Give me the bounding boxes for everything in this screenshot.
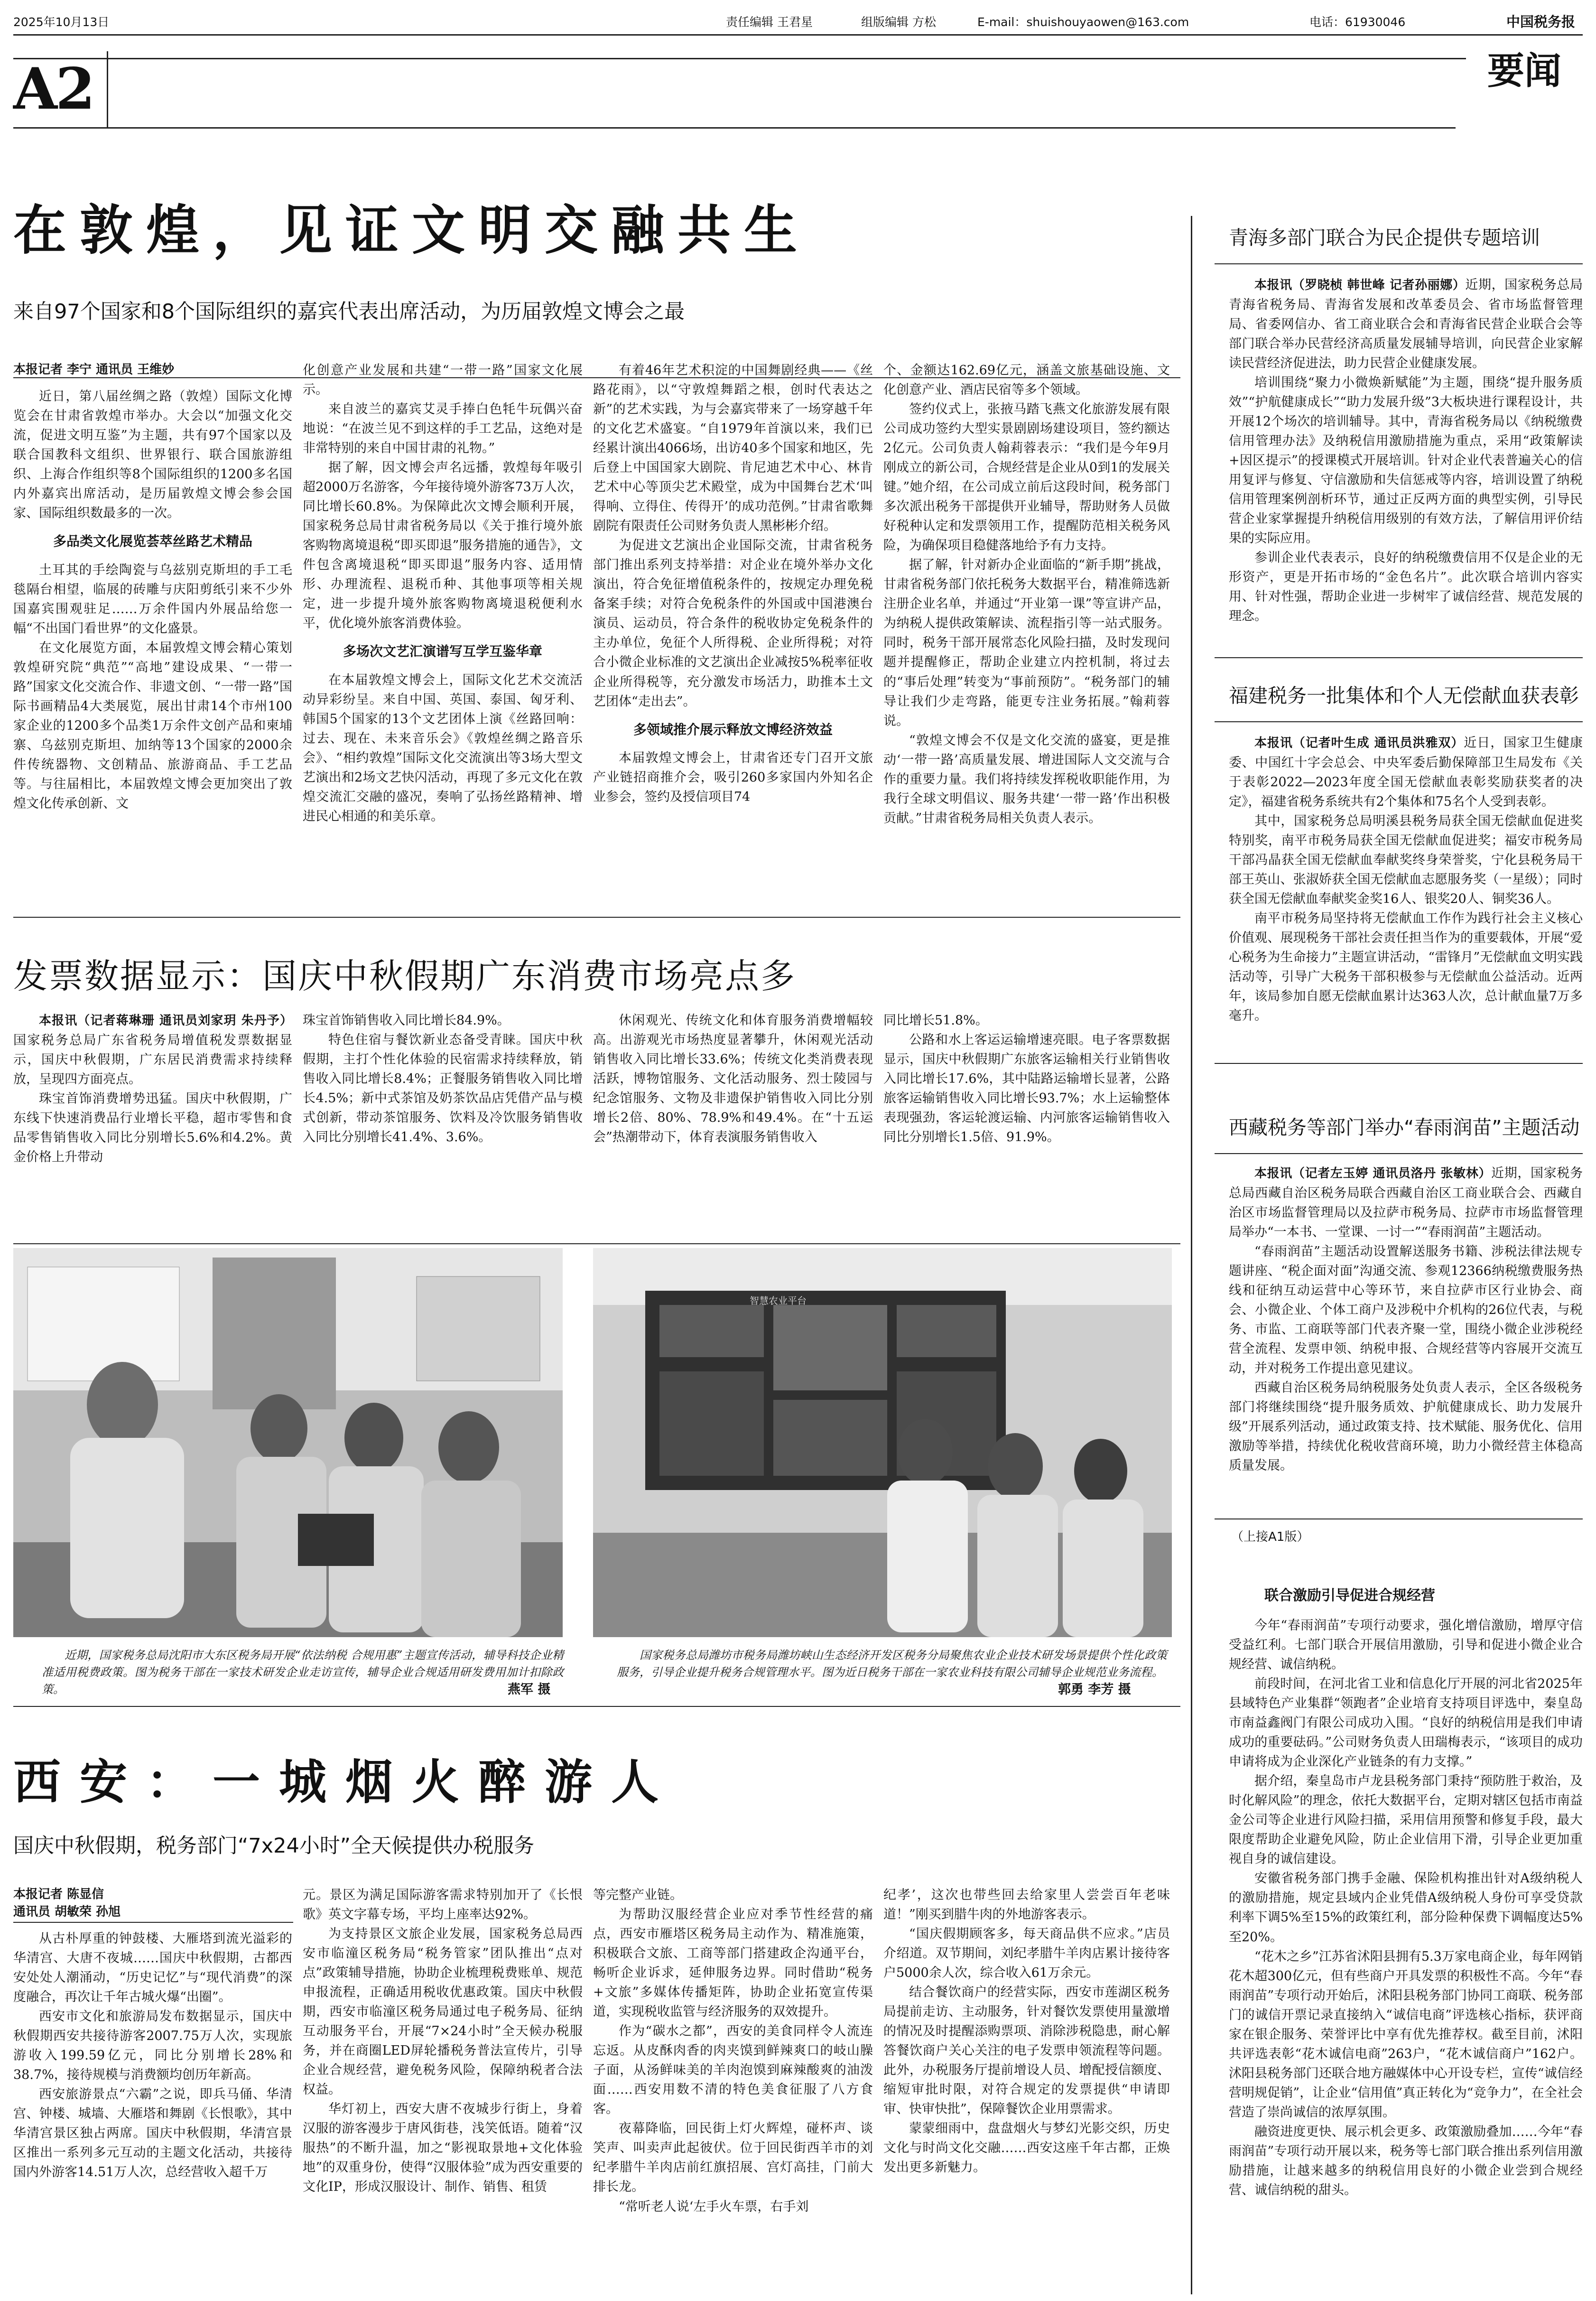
article2-col1: [13, 1011, 292, 1243]
r1-p0: 近期，国家税务总局青海省税务局、青海省发展和改革委员会、省市场监督管理局、省委网信办、省工商业联合会和青海省民营企业联合会等部门联合举办民营经济高质量发展辅导培训，向民营企业家解读民营经济促进法，助力民营企业健康发展。: [1229, 278, 1583, 371]
r3-p2: 西藏自治区税务局纳税服务处负责人表示，全区各级税务部门将继续围绕“提升服务质效、护航健康成长、助力发展升级”开展系列活动，通过政策支持、技术赋能、服务优化、信用激励等举措，持续优化税收营商环境，助力小微经营主体稳高质量发展。: [1229, 1380, 1583, 1473]
a1-c2b-p0: 在本届敦煌文博会上，国际文化艺术交流活动异彩纷呈。来自中国、英国、泰国、匈牙利、韩国5个国家的13个文艺团体上演《丝路回响：过去、现在、未来音乐会》《敦煌丝绸之路音乐会》、“相约敦煌”国际文化交流演出等3场大型文艺演出和2场文艺快闪活动，再现了多元文化在敦煌交流汇交融的盛况，奏响了弘扬丝路精神、增进民心相通的和美乐章。: [303, 672, 583, 824]
a3-c1-p0: 从古朴厚重的钟鼓楼、大雁塔到流光溢彩的华清宫、大唐不夜城……国庆中秋假期，古都西安处处人潮涌动，“历史记忆”与“现代消费”的深度融合，再次让千年古城火爆“出圈”。: [13, 1931, 292, 2005]
section-box: [1466, 36, 1583, 107]
r4-p5: 融资进度更快、展示机会更多、政策激励叠加……今年“春雨润苗”专项行动开展以来，税务等七部门联合推出系列信用激励措施，让越来越多的纳税信用良好的小微企业尝到合规经营、诚信纳税的甜头。: [1229, 2124, 1583, 2198]
photo-illustration-1: [13, 1248, 563, 1637]
a2-c1-p0: 国家税务总局广东省税务局增值税发票数据显示，国庆中秋假期，广东居民消费需求持续释放，呈现四方面亮点。: [13, 1033, 292, 1087]
a3-c4-p3: 蒙蒙细雨中，盘盘烟火与梦幻光影交织，历史文化与时尚文化交融……西安这座千年古都，正焕发出更多新魅力。: [883, 2121, 1170, 2175]
a1-c4-p1: 签约仪式上，张掖马踏飞燕文化旅游发展有限公司成功签约大型实景剧剧场建设项目，签约额达2亿元。公司负责人翰莉蓉表示：“我们是今年9月刚成立的新公司，合规经营是企业从0到1的发展关键。”她介绍，在公司成立前后这段时间，税务部门多次派出税务干部提供开业辅导，帮助财务人员做好税种认定和发票领用工作，提醒防范相关税务风险，为确保项目稳健落地给予有力支持。: [883, 402, 1170, 553]
article1-col3: [593, 361, 873, 911]
photo2-caption: 国家税务总局潍坊市税务局潍坊峡山生态经济开发区税务分局聚焦农业企业技术研发场景提供个性化政策服务，引导企业提升税务合规管理水平。图为近日税务干部在一家农业科技有限公司辅导企业规范业务流程。: [617, 1649, 1167, 1679]
a1-c4-p2: 据了解，针对新办企业面临的“新手期”挑战，甘肃省税务部门依托税务大数据平台，精准筛选新注册企业名单，并通过“开业第一课”等宣讲产品，为纳税人提供政策解读、流程指引等一站式服务。同时，税务干部开展常态化风险扫描，及时发现问题并提醒修正，帮助企业建立内控机制，将过去的“事后处理”转变为“事前预防”。“税务部门的辅导让我们少走弯路，能更专注业务拓展。”翰莉蓉说。: [883, 558, 1170, 728]
contact-phone: 电话：61930046: [1309, 15, 1406, 29]
article1-col2: [303, 361, 583, 911]
a3-c4-p1: “国庆假期顾客多，每天商品供不应求。”店员介绍道。双节期间，刘纪孝腊牛羊肉店累计接待客户5000余人次，综合收入61万余元。: [883, 1927, 1170, 1981]
r2-body: [1229, 733, 1583, 1080]
a1-subheading-1: 多品类文化展览荟萃丝路艺术精品: [53, 533, 252, 550]
a1-c1b-p1: 在文化展览方面，本届敦煌文博会精心策划敦煌研究院“典范”“高地”建设成果、“一带一路”国家文化交流合作、非遗文创、“一带一路”国际书画精品4大类展览，展出甘肃14个市州100家企业的1200多个品类1万余件文创产品和柬埔寨、乌兹别克斯坦、加纳等13个国家的2000余件传统器物、文创精品、旅游商品、手工艺品等。与往届相比，本届敦煌文博会更加突出了敦煌文化传承创新、文: [13, 640, 292, 811]
paper-name: 中国税务报: [1506, 14, 1576, 30]
r2-p2: 南平市税务局坚持将无偿献血工作作为践行社会主义核心价值观、展现税务干部社会责任担当作为的重要载体，开展“爱心税务为生命接力”主题宣讲活动，“雷锋月”无偿献血文明实践活动等，引导广大税务干部积极参与无偿献血公益活动。近两年，该局参加自愿无偿献血累计达363人次，总计献血量7万多毫升。: [1229, 911, 1583, 1023]
editor-credit: 责任编辑 王君星: [726, 15, 813, 29]
r2-p0: 近日，国家卫生健康委、中国红十字会总会、中央军委后勤保障部卫生局发布《关于表彰2022—2023年度全国无偿献血表彰奖励获奖者的决定》，福建省税务系统共有2个集体和75名个人受到表彰。: [1229, 736, 1583, 809]
photo-illustration-2: [593, 1248, 1172, 1637]
issue-date: 2025年10月13日: [13, 15, 110, 29]
a3-c3-p4: “常听老人说‘左手火车票，右手刘: [619, 2199, 809, 2214]
a3-c1-p2: 西安旅游景点“六霸”之说，即兵马俑、华清宫、钟楼、城墙、大雁塔和舞剧《长恨歌》，其中华清宫景区独占两席。国庆中秋假期，华清宫景区推出一系列多元互动的主题文化活动，共接待国内外游客14.51万人次，总经营收入超千万: [13, 2087, 292, 2180]
r2-p1: 其中，国家税务总局明溪县税务局获全国无偿献血促进奖特别奖，南平市税务局获全国无偿献血促进奖；福安市税务局干部冯晶获全国无偿献血奉献奖终身荣誉奖，宁化县税务局干部王英山、张淑娇获全国无偿献血志愿服务奖（一星级）；同时获全国无偿献血奉献奖金奖16人、银奖20人、铜奖36人。: [1229, 813, 1583, 906]
a2-c4-p1: 公路和水上客运运输增速亮眼。电子客票数据显示，国庆中秋假期广东旅客运输相关行业销售收入同比增长17.6%，其中陆路运输增长显著，公路旅客运输销售收入同比增长93.7%；水上运输整体表现强劲，客运轮渡运输、内河旅客运输销售收入同比分别增长1.5倍、91.9%。: [883, 1033, 1170, 1145]
photo2-credit: 郭勇 李芳 摄: [1058, 1682, 1131, 1697]
photo-tax-officers-lab: [13, 1248, 563, 1637]
article3-byline-1: 本报记者 陈显信: [13, 1887, 104, 1901]
article1-col1: [13, 387, 292, 911]
article2-col2: [303, 1011, 583, 1243]
screen-title: 智慧农业平台: [750, 1295, 807, 1306]
a2-c1-p1: 珠宝首饰消费增势迅猛。国庆中秋假期，广东线下快速消费品行业增长平稳，超市零售和食品零售销售收入同比分别增长5.6%和4.2%。黄金价格上升带动: [13, 1091, 292, 1164]
r4-p3: 安徽省税务部门携手金融、保险机构推出针对A级纳税人的激励措施，规定县域内企业凭借A级纳税人身份可享受贷款利率下调5%至15%的政策红利，部分险种保费下调幅度达5%至20%。: [1229, 1871, 1583, 1945]
r3-p1: “春雨润苗”主题活动设置解送服务书籍、涉税法律法规专题讲座、“税企面对面”沟通交流、参观12366纳税缴费服务热线和征纳互动运营中心等环节，来自拉萨市区行业协会、商会、小微企业、个体工商户及涉税中介机构的26位代表，与税务、市监、工商联等部门代表齐聚一堂，围绕小微企业涉税经营全流程、发票申领、纳税申报、合规经营等内容展开交流互动，并对税务工作提出意见建议。: [1229, 1244, 1583, 1376]
a1-c2-p0: 化创意产业发展和共建“一带一路”国家文化展示。: [303, 363, 583, 398]
article1-byline: 本报记者 李宁 通讯员 王维妙: [13, 363, 175, 377]
article1-title: 在敦煌，见证文明交融共生: [13, 199, 810, 261]
a3-c3-p1: 为帮助汉服经营企业应对季节性经营的痛点，西安市雁塔区税务局主动作为、精准施策，积极联合文旅、工商等部门搭建政企沟通平台，畅听企业诉求，延伸服务边界。同时借助“税务+文旅”多媒体传播矩阵，协助企业拓宽宣传渠道，实现税收监管与经济服务的双效提升。: [593, 1907, 873, 2020]
article2-col4: [883, 1011, 1170, 1243]
section-title: 要闻: [1487, 49, 1561, 93]
a3-c1-p1: 西安市文化和旅游局发布数据显示，国庆中秋假期西安共接待游客2007.75万人次，实现旅游收入199.59亿元，同比分别增长28%和38.7%，接待规模与消费额均创历年新高。: [13, 2009, 292, 2083]
a3-c2-p0: 元。景区为满足国际游客需求特别加开了《长恨歌》英文字幕专场，平均上座率达92%。: [303, 1888, 583, 1922]
article2-title: 发票数据显示：国庆中秋假期广东消费市场亮点多: [13, 956, 797, 996]
r2-title: 福建税务一批集体和个人无偿献血获表彰: [1229, 684, 1579, 707]
a1-subheading-2: 多场次文艺汇演谱写互学互鉴华章: [343, 643, 542, 660]
r4-continued: （上接A1版）: [1231, 1530, 1309, 1544]
r1-title: 青海多部门联合为民企提供专题培训: [1229, 226, 1540, 249]
r3-p0: 近期，国家税务总局西藏自治区税务局联合西藏自治区工商业联合会、西藏自治区市场监督管理局以及拉萨市税务局、拉萨市市场监督管理局举办“一本书、一堂课、一讨一”“春雨润苗”主题活动。: [1229, 1166, 1583, 1239]
r2-byline: 本报讯（记者叶生成 通讯员洪雅双）: [1254, 736, 1464, 750]
article1-subtitle: 来自97个国家和8个国际组织的嘉宾代表出席活动，为历届敦煌文博会之最: [13, 300, 685, 324]
a2-c4-p0: 同比增长51.8%。: [883, 1013, 988, 1028]
a2-c2-p1: 特色住宿与餐饮新业态备受青睐。国庆中秋假期，主打个性化体验的民宿需求持续释放，销售收入同比增长8.4%；正餐服务销售收入同比增长4.5%；新中式茶馆及奶茶饮品店凭借产品与模式创新，带动茶馆服务、饮料及冷饮服务销售收入同比分别增长41.4%、3.6%。: [303, 1033, 583, 1145]
a3-c4-p0: 纪孝’，这次也带些回去给家里人尝尝百年老味道！”刚买到腊牛肉的外地游客表示。: [883, 1888, 1170, 1922]
page-number: A2: [13, 56, 93, 122]
a3-c3-p3: 夜幕降临，回民街上灯火辉煌，碰杯声、谈笑声、叫卖声此起彼伏。位于回民街西羊市的刘纪孝腊牛羊肉店前红旗招展、宫灯高挂，门前大排长龙。: [593, 2121, 873, 2195]
a1-c3b-p0: 本届敦煌文博会上，甘肃省还专门召开文旅产业链招商推介会，吸引260多家国内外知名企业参会，签约及授信项目74: [593, 751, 873, 805]
a1-c4-p3: “敦煌文博会不仅是文化交流的盛宴，更是推动‘一带一路’高质量发展、增进国际人文交流与合作的重要力量。我们将持续发挥税收职能作用，为我行全球文明倡议、服务共建‘一带一路’作出积极贡献。”甘肃省税务局相关负责人表示。: [883, 733, 1170, 826]
a3-c2-p2: 华灯初上，西安大唐不夜城步行街上，身着汉服的游客漫步于唐风街巷，浅笑低语。随着“汉服热”的不断升温，加之“影视取景地+文化体验地”的双重身份，使得“汉服体验”成为西安重要的文化IP，形成汉服设计、制作、销售、租赁: [303, 2102, 583, 2195]
a1-c3-p0: 有着46年艺术积淀的中国舞剧经典——《丝路花雨》，以“守敦煌舞蹈之根，创时代表达之新”的艺术实践，为与会嘉宾带来了一场穿越千年的文化艺术盛宴。“自1979年首演以来，我们已经累计演出4066场，出访40多个国家和地区，先后登上中国国家大剧院、肯尼迪艺术中心、林肯艺术中心等顶尖艺术殿堂，成为中国舞台艺术‘叫得响、立得住、传得开’的成功范例。”甘肃省歌舞剧院有限责任公司财务负责人黑彬彬介绍。: [593, 363, 873, 534]
photo1-credit: 燕军 摄: [508, 1682, 551, 1697]
a1-c3-p1: 为促进文艺演出企业国际交流，甘肃省税务部门推出系列支持举措：对企业在境外举办文化演出，符合免征增值税条件的，按规定办理免税备案手续；对符合免税条件的外国或中国港澳台演员、运动员，符合条件的税收协定免税条件的主办单位，免征个人所得税、企业所得税；对符合小微企业标准的文艺演出企业减按5%税率征收企业所得税等，充分激发市场活力，助推本土文艺团体“走出去”。: [593, 538, 873, 709]
article3-col4: [883, 1885, 1170, 2290]
r4-p1: 前段时间，在河北省工业和信息化厅开展的河北省2025年县域特色产业集群“领跑者”企业培育支持项目评选中，秦皇岛市南益鑫阀门有限公司成功入围。“良好的纳税信用是我们申请成功的重要砝码。”公司财务负责人田瑞梅表示，“该项目的成功申请将成为企业深化产业链条的有力支撑。”: [1229, 1677, 1583, 1770]
r4-subheading: 联合激励引导促进合规经营: [1264, 1587, 1435, 1604]
a2-c3-p0: 休闲观光、传统文化和体育服务消费增幅较高。出游观光市场热度显著攀升，休闲观光活动销售收入同比增长33.6%；传统文化类消费表现活跃，博物馆服务、文化活动服务、烈士陵园与纪念馆服务、文物及非遗保护销售收入同比分别增长2倍、80%、78.9%和49.4%。在“十五运会”热潮带动下，体育表演服务销售收入: [593, 1013, 873, 1145]
a1-c2-p2: 据了解，因文博会声名远播，敦煌每年吸引超2000万名游客，今年接待境外游客73万人次，同比增长60.8%。为保障此次文博会顺利开展，国家税务总局甘肃省税务局以《关于推行境外旅客购物离境退税“即买即退”服务措施的通告》，文件包含离境退税“即买即退”服务内容、适用情形、办理流程、退税币种、其他事项等相关规定，进一步提升境外旅客购物离境退税便利水平，优化境外旅客消费体验。: [303, 460, 583, 631]
r3-byline: 本报讯（记者左玉婷 通讯员洛丹 张敏林）: [1254, 1166, 1492, 1181]
r3-title: 西藏税务等部门举办“春雨润苗”主题活动: [1229, 1116, 1580, 1139]
a1-subheading-3: 多领域推介展示释放文博经济效益: [633, 721, 833, 737]
a3-c2-p1: 为支持景区文旅企业发展，国家税务总局西安市临潼区税务局“税务管家”团队推出“点对点”政策辅导措施，协助企业梳理税费账单、规范申报流程，正确适用税收优惠政策。国庆中秋假期，西安市临潼区税务局通过电子税务局、征纳互动服务平台，开展“7×24小时”全天候办税服务，并在商圈LED屏轮播税务普法宣传片，引导企业合规经营，避免税务风险，保障纳税者合法权益。: [303, 1927, 583, 2097]
article3-col1: [13, 1929, 292, 2290]
article3-col2: [303, 1885, 583, 2290]
r4-p2: 据介绍，秦皇岛市卢龙县税务部门秉持“预防胜于救治，及时化解风险”的理念，依托大数据平台，定期对辖区包括市南益金公司等企业进行风险扫描，采用信用预警和修复手段，最大限度帮助企业避免风险，防止企业信用下滑，引导企业更加重视自身的诚信建设。: [1229, 1774, 1583, 1867]
article3-byline-2: 通讯员 胡敏荣 孙旭: [13, 1905, 121, 1919]
r3-body: [1229, 1164, 1583, 1534]
article3-subtitle: 国庆中秋假期，税务部门“7x24小时”全天候提供办税服务: [13, 1834, 535, 1858]
a1-c2-p1: 来自波兰的嘉宾艾灵手捧白色牦牛玩偶兴奋地说：“在波兰见不到这样的手工艺品，这绝对是非常特别的来自中国甘肃的礼物。”: [303, 402, 583, 456]
article1-col4: [883, 361, 1170, 911]
article3-col3: [593, 1885, 873, 2290]
a3-c4-p2: 结合餐饮商户的经营实际，西安市莲湖区税务局提前走访、主动服务，针对餐饮发票使用量激增的情况及时提醒添购票项、消除涉税隐患，耐心解答餐饮商户关心关注的电子发票申领流程等问题。此外，办税服务厅提前增设人员、增配授信额度、缩短审批时限，对符合规定的发票提供“申请即审、快审快批”，保障餐饮企业用票需求。: [883, 1985, 1170, 2117]
a2-c2-p0: 珠宝首饰销售收入同比增长84.9%。: [303, 1013, 510, 1028]
article3-title: 西安：一城烟火醉游人: [13, 1754, 677, 1810]
article2-col3: [593, 1011, 873, 1243]
a1-c1b-p0: 土耳其的手绘陶瓷与乌兹别克斯坦的手工毛毯隔台相望，临展的砖雕与庆阳剪纸引来不少外国嘉宾围观驻足……万余件国内外展品给您一幅“不出国门看世界”的文化盛景。: [13, 562, 292, 636]
r4-p0: 今年“春雨润苗”专项行动要求，强化增信激励，增厚守信受益红利。七部门联合开展信用激励，引导和促进小微企业合规经营、诚信纳税。: [1229, 1618, 1583, 1672]
page-number-box: [13, 51, 108, 127]
r1-p1: 培训围绕“聚力小微焕新赋能”为主题，围绕“提升服务质效”“护航健康成长”“助力发展升级”3大板块进行课程设计，共开展12个场次的培训辅导。其中，青海省税务局以《纳税缴费信用管理办法》及纳税信用激励措施为重点，采用“政策解读+因区提示”的授课模式开展培训。针对企业代表普遍关心的信用复评与修复、守信激励和失信惩戒等内容，培训设置了纳税信用管理案例剖析环节，通过正反两方面的典型实例，引导民营企业家掌握提升纳税信用级别的有效方法，了解信用评价结果的实际应用。: [1229, 375, 1583, 546]
r1-p2: 参训企业代表表示，良好的纳税缴费信用不仅是企业的无形资产，更是开拓市场的“金色名片”。此次联合培训内容实用、针对性强，帮助企业进一步树牢了诚信经营、规范发展的理念。: [1229, 550, 1583, 624]
r4-p4: “花木之乡”江苏省沭阳县拥有5.3万家电商企业，每年网销花木超300亿元，但有些商户开具发票的积极性不高。今年“春雨润苗”专项行动开始后，沭阳县税务部门协同工商联、税务部门的诚信开票记录直接纳入“诚信电商”评选核心指标，获评商家在银企服务、荣誉评比中享有优先推荐权。截至目前，沭阳共评选表彰“花木诚信电商”263户，“花木诚信商户”162户。沭阳县税务部门还联合地方融媒体中心开设专栏，宣传“诚信经营明规促销”，让企业“信用值”真正转化为“竞争力”，在全社会营造了崇尚诚信的浓厚氛围。: [1229, 1949, 1583, 2120]
photo1-caption: 近期，国家税务总局沈阳市大东区税务局开展“依法纳税 合规用惠”主题宣传活动，辅导科技企业精准适用税费政策。图为税务干部在一家技术研发企业走访宣传，辅导企业合规适用研发费用加计扣除政策。: [42, 1649, 564, 1696]
r1-body: [1229, 275, 1583, 655]
a1-c4-p0: 个、金额达162.69亿元，涵盖文旅基础设施、文化创意产业、酒店民宿等多个领域。: [883, 363, 1170, 398]
a1-c1-p0: 近日，第八届丝绸之路（敦煌）国际文化博览会在甘肃省敦煌市举办。大会以“加强文化交流，促进文明互鉴”为主题，共有97个国家以及联合国教科文组织、世界银行、联合国旅游组织、上海合作组织等8个国际组织的1200多名国内外嘉宾出席活动，是历届敦煌文博会参会国家、国际组织数最多的一次。: [13, 389, 292, 521]
r4-body: [1229, 1616, 1583, 2294]
a3-c3-p2: 作为“碳水之都”，西安的美食同样令人流连忘返。从皮酥肉香的肉夹馍到鲜辣爽口的岐山臊子面，从汤鲜味美的羊肉泡馍到麻辣酸爽的油泼面……西安用数不清的特色美食征服了八方食客。: [593, 2024, 873, 2117]
a3-c3-p0: 等完整产业链。: [593, 1888, 683, 1902]
r1-byline: 本报讯（罗晓桢 韩世峰 记者孙丽娜）: [1254, 278, 1466, 292]
photo-smart-agriculture: [593, 1248, 1172, 1637]
contact-email: E-mail：shuishouyaowen@163.com: [977, 15, 1189, 29]
a2-byline: 本报讯（记者蒋琳珊 通讯员刘家玥 朱丹予）: [39, 1014, 292, 1028]
layout-credit: 组版编辑 方松: [861, 15, 936, 29]
